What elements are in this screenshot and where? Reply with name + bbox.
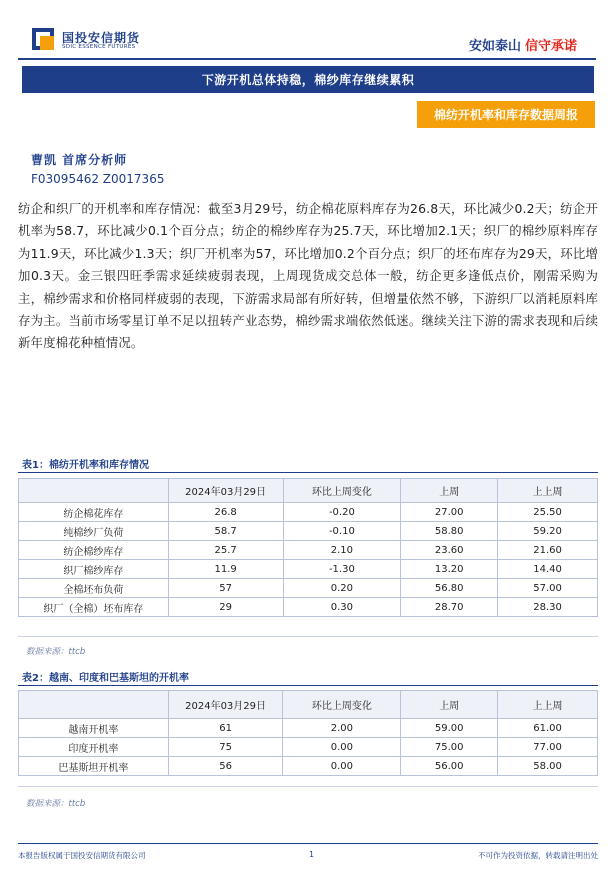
footer-divider xyxy=(18,843,598,844)
table-row xyxy=(19,541,598,560)
table-cell: 58.00 xyxy=(498,757,598,776)
footer-disclaimer: 不可作为投资依据，转载请注明出处 xyxy=(478,851,598,860)
table-row xyxy=(19,738,598,757)
table1-source-rule xyxy=(18,636,598,637)
slogan-part1: 安如泰山 xyxy=(468,39,521,54)
logo-mark-icon xyxy=(32,28,54,50)
table2-header-row xyxy=(19,691,598,719)
table2-title: 表2：越南、印度和巴基斯坦的开机率 xyxy=(22,673,189,684)
table1-header-row xyxy=(19,479,598,503)
analyst-cert: F03095462 Z0017365 xyxy=(31,172,165,186)
row-label: 织厂棉纱库存 xyxy=(19,560,169,579)
table-cell: 21.60 xyxy=(498,541,598,560)
table-cell: 58.7 xyxy=(168,522,283,541)
table-cell: 14.40 xyxy=(498,560,598,579)
section-tag: 棉纺开机率和库存数据周报 xyxy=(417,101,595,128)
table1-source: 数据来源：ttcb xyxy=(26,647,86,657)
table-cell: 0.30 xyxy=(283,598,401,617)
table2-title-rule xyxy=(18,685,598,686)
table-cell: 56.80 xyxy=(401,579,498,598)
table-cell: 59.00 xyxy=(401,719,498,738)
logo-chinese-name: 国投安信期货 xyxy=(62,31,141,45)
table-cell: -0.10 xyxy=(283,522,401,541)
table-header-cell: 上周 xyxy=(401,691,498,719)
slogan-part2: 信守承诺 xyxy=(524,39,577,54)
row-label: 越南开机率 xyxy=(19,719,169,738)
logo-english-name: SDIC ESSENCE FUTURES xyxy=(62,44,136,50)
table-header-cell xyxy=(19,479,169,503)
slogan xyxy=(469,35,577,54)
table-cell: 57.00 xyxy=(498,579,598,598)
table-row xyxy=(19,522,598,541)
table-cell: 28.70 xyxy=(401,598,498,617)
table-header-cell: 上周 xyxy=(401,479,498,503)
table-cell: 77.00 xyxy=(498,738,598,757)
company-logo xyxy=(32,28,152,54)
table-cell: 0.00 xyxy=(283,738,401,757)
table-cell: 75.00 xyxy=(401,738,498,757)
table-cell: 56.00 xyxy=(401,757,498,776)
table-cell: 27.00 xyxy=(401,503,498,522)
table-header-cell: 上上周 xyxy=(498,691,598,719)
table-row xyxy=(19,503,598,522)
table-cell: 2.00 xyxy=(283,719,401,738)
table-row xyxy=(19,560,598,579)
table-row xyxy=(19,719,598,738)
analyst-name: 曹凯 首席分析师 xyxy=(31,153,128,167)
table-header-cell: 2024年03月29日 xyxy=(168,479,283,503)
row-label: 织厂（全棉）坯布库存 xyxy=(19,598,169,617)
row-label: 纺企棉花库存 xyxy=(19,503,169,522)
table-cell: 56 xyxy=(168,757,283,776)
row-label: 纺企棉纱库存 xyxy=(19,541,169,560)
table-header-cell: 上上周 xyxy=(498,479,598,503)
table-row xyxy=(19,757,598,776)
table-cell: 29 xyxy=(168,598,283,617)
table2-source-rule xyxy=(18,786,598,787)
table-header-cell: 环比上周变化 xyxy=(283,691,401,719)
table-cell: 28.30 xyxy=(498,598,598,617)
footer-copyright: 本报告版权属于国投安信期货有限公司 xyxy=(18,851,146,860)
table-cell: 25.7 xyxy=(168,541,283,560)
row-label: 纯棉纱厂负荷 xyxy=(19,522,169,541)
row-label: 全棉坯布负荷 xyxy=(19,579,169,598)
table2 xyxy=(18,690,598,776)
table-cell: 0.20 xyxy=(283,579,401,598)
table-header-cell xyxy=(19,691,169,719)
header-divider xyxy=(18,58,596,60)
table-cell: 57 xyxy=(168,579,283,598)
table-cell: -0.20 xyxy=(283,503,401,522)
row-label: 巴基斯坦开机率 xyxy=(19,757,169,776)
table1 xyxy=(18,478,598,617)
table-header-cell: 2024年03月29日 xyxy=(168,691,283,719)
table1-title-rule xyxy=(18,472,598,473)
report-title-banner: 下游开机总体持稳，棉纱库存继续累积 xyxy=(22,66,594,93)
table-cell: 61.00 xyxy=(498,719,598,738)
summary-paragraph: 纺企和织厂的开机率和库存情况：截至3月29号，纺企棉花原料库存为26.8天，环比减少0.2天；纺企开机率为58.7，环比减少0.1个百分点；纺企的棉纱库存为25.7天，环比增加2.1天；织厂的棉纱原料库存为11.9天，环比减少1.3天；织厂开机率为57，环比增加0.2个百分点；织厂的坯布库存为29天，环比增加0.3天。金三银四旺季需求延续疲弱表现，上周现货成交总体一般，纺企更多逢低点价，刚需采购为主，棉纱需求和价格同样疲弱的表现，下游需求局部有所好转，但增量依然不够，下游织厂以消耗原料库存为主。当前市场零星订单不足以扭转产业态势，棉纱需求端依然低迷。继续关注下游的需求表现和后续新年度棉花种植情况。 xyxy=(18,201,598,351)
table-cell: 23.60 xyxy=(401,541,498,560)
table-cell: 26.8 xyxy=(168,503,283,522)
table-cell: 25.50 xyxy=(498,503,598,522)
table-cell: 2.10 xyxy=(283,541,401,560)
table-row xyxy=(19,579,598,598)
table-cell: 11.9 xyxy=(168,560,283,579)
table-row xyxy=(19,598,598,617)
table-cell: 59.20 xyxy=(498,522,598,541)
table-header-cell: 环比上周变化 xyxy=(283,479,401,503)
table-cell: 58.80 xyxy=(401,522,498,541)
page-number: 1 xyxy=(309,850,315,859)
table1-title: 表1：棉纺开机率和库存情况 xyxy=(22,460,149,471)
table-cell: -1.30 xyxy=(283,560,401,579)
table2-source: 数据来源：ttcb xyxy=(26,799,86,809)
table-cell: 61 xyxy=(168,719,283,738)
row-label: 印度开机率 xyxy=(19,738,169,757)
table-cell: 13.20 xyxy=(401,560,498,579)
table-cell: 0.00 xyxy=(283,757,401,776)
table-cell: 75 xyxy=(168,738,283,757)
